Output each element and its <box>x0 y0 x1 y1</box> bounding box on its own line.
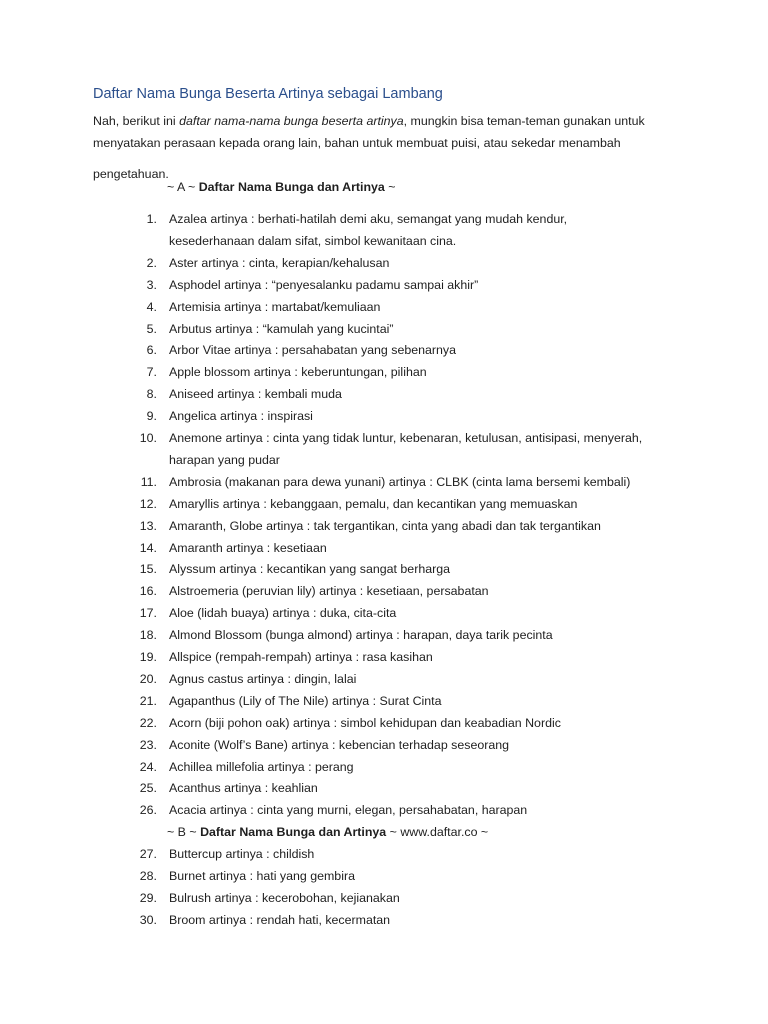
heading-suffix: ~ <box>384 180 396 194</box>
list-item-number: 26. <box>139 803 157 818</box>
list-item-number: 2. <box>146 255 157 270</box>
list-item-number: 29. <box>139 890 157 905</box>
list-item-text: Amaranth, Globe artinya : tak tergantikan, cinta yang abadi dan tak tergantikan <box>169 518 601 533</box>
list-item-text: Asphodel artinya : “penyesalanku padamu sampai akhir” <box>169 277 479 292</box>
list-item-number: 30. <box>139 912 157 927</box>
list-item-text: Almond Blossom (bunga almond) artinya : harapan, daya tarik pecinta <box>169 628 553 643</box>
list-item-number: 8. <box>146 387 157 402</box>
intro-emphasis: daftar nama-nama bunga beserta artinya <box>179 114 404 128</box>
list-item-text: Agnus castus artinya : dingin, lalai <box>169 671 357 686</box>
list-item-text: Aniseed artinya : kembali muda <box>169 387 342 402</box>
list-item-text: Bulrush artinya : kecerobohan, kejianakan <box>169 890 400 905</box>
intro-paragraph <box>93 110 693 185</box>
section-heading-b <box>167 825 488 839</box>
list-item-number: 9. <box>146 409 157 424</box>
list-item-number: 11. <box>140 474 157 489</box>
list-item-number: 16. <box>139 584 157 599</box>
heading-prefix: ~ A ~ <box>167 180 199 194</box>
list-item-text-continued: kesederhanaan dalam sifat, simbol kewanitaan cina. <box>169 234 457 248</box>
list-item-text: Amaryllis artinya : kebanggaan, pemalu, dan kecantikan yang memuaskan <box>169 496 578 511</box>
list-item-text: Azalea artinya : berhati-hatilah demi aku, semangat yang mudah kendur, <box>169 212 568 226</box>
heading-bold: Daftar Nama Bunga dan Artinya <box>198 180 385 194</box>
list-item-text: Aster artinya : cinta, kerapian/kehalusan <box>169 255 390 270</box>
heading-suffix: ~ www.daftar.co ~ <box>386 825 489 840</box>
list-item-text: Aloe (lidah buaya) artinya : duka, cita-cita <box>169 606 397 621</box>
list-item-text: Acanthus artinya : keahlian <box>169 781 318 796</box>
list-item-number: 28. <box>139 869 157 883</box>
list-item-text: Aconite (Wolf’s Bane) artinya : kebencian terhadap seseorang <box>169 737 510 752</box>
list-item-number: 13. <box>139 518 157 533</box>
intro-line-3: pengetahuan. <box>93 167 169 181</box>
list-item-number: 1. <box>146 212 157 226</box>
list-item-text: Agapanthus (Lily of The Nile) artinya : Surat Cinta <box>169 693 442 708</box>
intro-text: , mungkin bisa teman-teman gunakan untuk <box>403 114 645 128</box>
list-item-number: 19. <box>139 650 157 664</box>
intro-line-2: menyatakan perasaan kepada orang lain, bahan untuk membuat puisi, atau sekedar menambah <box>93 136 621 150</box>
list-item-text: Artemisia artinya : martabat/kemuliaan <box>169 299 381 314</box>
document-title: Daftar Nama Bunga Beserta Artinya sebagai Lambang <box>93 86 443 102</box>
list-item-number: 21. <box>139 693 157 708</box>
list-item-number: 24. <box>139 759 157 774</box>
list-item-number: 27. <box>139 847 157 862</box>
list-item-number: 7. <box>146 365 157 380</box>
list-item-text-continued: harapan yang pudar <box>169 453 280 467</box>
intro-line-1 <box>93 110 693 132</box>
list-item-text: Allspice (rempah-rempah) artinya : rasa kasihan <box>169 650 433 664</box>
list-item-text: Acacia artinya : cinta yang murni, elegan, persahabatan, harapan <box>169 803 528 818</box>
list-item-number: 18. <box>139 628 157 643</box>
list-item-text: Amaranth artinya : kesetiaan <box>169 540 327 555</box>
list-item-number: 17. <box>139 606 157 621</box>
list-item-number: 6. <box>146 343 157 358</box>
list-item-number: 14. <box>139 540 157 555</box>
list-item-number: 22. <box>139 715 157 730</box>
list-item-text: Apple blossom artinya : keberuntungan, pilihan <box>169 365 427 380</box>
list-item-number: 25. <box>139 781 157 796</box>
list-item-text: Arbutus artinya : “kamulah yang kucintai” <box>169 321 394 336</box>
intro-text: Nah, berikut ini <box>93 114 180 128</box>
list-item-text: Angelica artinya : inspirasi <box>169 409 313 424</box>
heading-bold: Daftar Nama Bunga dan Artinya <box>200 825 387 840</box>
heading-prefix: ~ B ~ <box>167 825 201 840</box>
list-item-text: Alyssum artinya : kecantikan yang sangat berharga <box>169 562 451 577</box>
list-item-text: Burnet artinya : hati yang gembira <box>169 869 355 883</box>
list-item-number: 3. <box>146 277 157 292</box>
list-item-text: Alstroemeria (peruvian lily) artinya : kesetiaan, persabatan <box>169 584 489 599</box>
list-item-text: Buttercup artinya : childish <box>169 847 315 862</box>
list-item-number: 20. <box>139 671 157 686</box>
list-item-number: 12. <box>139 496 157 511</box>
list-item-text: Acorn (biji pohon oak) artinya : simbol kehidupan dan keabadian Nordic <box>169 715 561 730</box>
list-item-number: 4. <box>146 299 157 314</box>
list-item-text: Anemone artinya : cinta yang tidak luntur, kebenaran, ketulusan, antisipasi, menyerah, <box>169 431 643 445</box>
list-item-number: 10. <box>139 431 157 445</box>
list-item-text: Arbor Vitae artinya : persahabatan yang sebenarnya <box>169 343 457 358</box>
list-item-text: Ambrosia (makanan para dewa yunani) artinya : CLBK (cinta lama bersemi kembali) <box>169 474 631 489</box>
list-item-text: Achillea millefolia artinya : perang <box>169 759 354 774</box>
list-item-number: 23. <box>139 737 157 752</box>
list-item-number: 5. <box>146 321 157 336</box>
list-item-number: 15. <box>139 562 157 577</box>
list-item-text: Broom artinya : rendah hati, kecermatan <box>169 912 391 927</box>
section-heading-a <box>167 180 396 194</box>
